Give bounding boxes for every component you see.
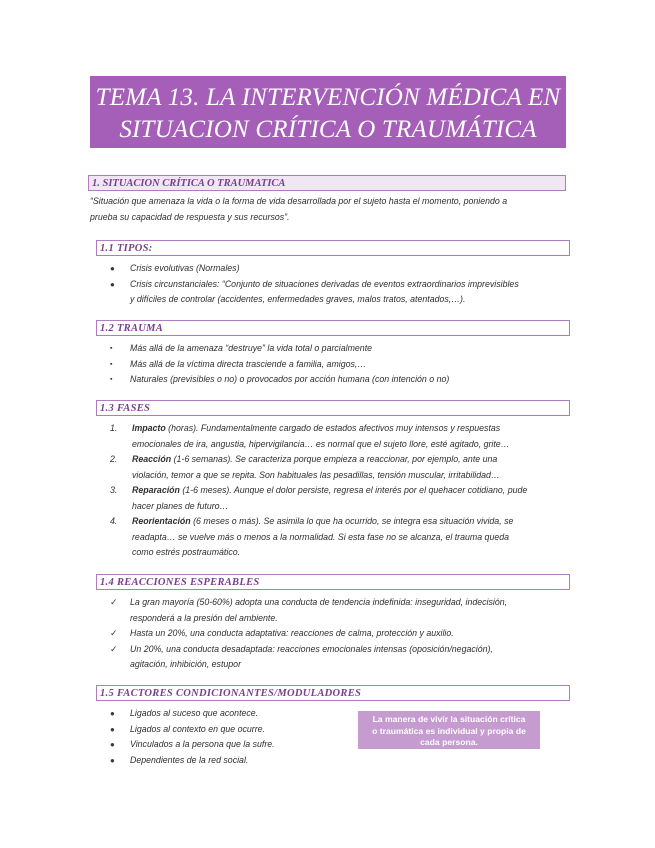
list-number: 1. bbox=[110, 423, 118, 433]
list-item-text: Crisis evolutivas (Normales) bbox=[130, 263, 240, 273]
list-item bbox=[108, 277, 568, 308]
list-item-text: Más allá de la amenaza “destruye” la vida total o parcialmente bbox=[130, 343, 373, 353]
subsection-factores-heading: 1.5 FACTORES CONDICIONANTES/MODULADORES bbox=[96, 685, 570, 701]
list-item-text: responderá a la presión del ambiente. bbox=[130, 612, 278, 623]
highlight-note-box bbox=[358, 711, 540, 749]
trauma-list bbox=[108, 341, 568, 388]
list-item-text: Un 20%, una conducta desadaptada: reacciones emocionales intensas (oposición/negación), bbox=[130, 643, 493, 654]
bullet-icon: ● bbox=[110, 755, 115, 765]
list-item-text: Dependientes de la red social. bbox=[130, 754, 249, 765]
list-item bbox=[108, 722, 358, 738]
fases-list bbox=[110, 421, 570, 561]
page-title-line-2: SITUACION CRÍTICA O TRAUMÁTICA bbox=[119, 116, 537, 143]
list-item-text: agitación, inhibición, estupor bbox=[130, 659, 242, 669]
note-line: cada persona. bbox=[420, 737, 478, 747]
list-item-text: emocionales de ira, angustia, hipervigilancia… es normal que el sujeto llore, esté agitado, grite… bbox=[132, 438, 510, 449]
list-number: 3. bbox=[110, 485, 118, 495]
list-item-text: Naturales (previsibles o no) o provocados por acción humana (con intención o no) bbox=[130, 374, 450, 384]
list-item bbox=[108, 261, 568, 277]
list-item-text: Crisis circunstanciales: “Conjunto de situaciones derivadas de eventos extraordinarios imprevisibles bbox=[130, 278, 519, 289]
bullet-icon: ● bbox=[110, 740, 115, 749]
list-item-text: Ligados al contexto en que ocurre. bbox=[130, 723, 265, 734]
list-item-text: hacer planes de futuro… bbox=[132, 500, 229, 511]
list-item bbox=[108, 753, 358, 769]
list-item-text: (6 meses o más). Se asimila lo que ha ocurrido, se integra esa situación vivida, se bbox=[190, 516, 514, 526]
phase-term: Reorientación bbox=[132, 516, 191, 526]
checkmark-icon: ✓ bbox=[110, 643, 118, 654]
list-item bbox=[108, 706, 358, 722]
list-item bbox=[110, 421, 570, 452]
list-item bbox=[110, 514, 570, 561]
list-item-text: como estrés postraumático. bbox=[132, 547, 241, 557]
list-item-text: violación, temor a que se repita. Son habituales las pesadillas, tensión muscular, irritabilidad… bbox=[132, 469, 500, 480]
definition-line: “Situación que amenaza la vida o la forma de vida desarrollada por el sujeto hasta el momento, poniendo a bbox=[90, 196, 508, 206]
note-line: La manera de vivir la situación crítica bbox=[372, 714, 526, 724]
reacciones-list bbox=[108, 595, 568, 673]
list-item-text: La gran mayoría (50-60%) adopta una conducta de tendencia indefinida: inseguridad, indecisión, bbox=[130, 597, 508, 607]
phase-term: Impacto bbox=[132, 423, 166, 433]
note-line: o traumática es individual y propia de bbox=[372, 725, 526, 736]
checkmark-icon: ✓ bbox=[110, 597, 118, 607]
section-1-heading: 1. SITUACION CRÍTICA O TRAUMATICA bbox=[88, 175, 566, 191]
list-item bbox=[108, 642, 568, 673]
list-number: 4. bbox=[110, 516, 118, 526]
list-item-text: y difíciles de controlar (accidentes, enfermedades graves, malos tratos, atentados,…). bbox=[130, 294, 466, 304]
phase-term: Reparación bbox=[132, 485, 180, 495]
page-title bbox=[90, 76, 566, 148]
list-item bbox=[108, 341, 568, 357]
bullet-icon: ● bbox=[110, 709, 115, 718]
list-item bbox=[108, 595, 568, 626]
square-bullet-icon: ▪ bbox=[110, 345, 113, 352]
square-bullet-icon: ▪ bbox=[110, 360, 113, 368]
list-item-text: Vinculados a la persona que la sufre. bbox=[130, 739, 275, 749]
page-title-line-1: TEMA 13. LA INTERVENCIÓN MÉDICA EN bbox=[95, 84, 561, 111]
list-item bbox=[108, 372, 568, 388]
list-number: 2. bbox=[110, 454, 118, 464]
list-item bbox=[108, 626, 568, 642]
list-item-text: Hasta un 20%, una conducta adaptativa: reacciones de calma, protección y auxilio. bbox=[130, 628, 454, 638]
list-item bbox=[108, 357, 568, 373]
factores-list bbox=[108, 706, 358, 768]
list-item bbox=[108, 737, 358, 753]
section-1-definition bbox=[90, 194, 507, 225]
list-item-text: (1-6 semanas). Se caracteriza porque empieza a reaccionar, por ejemplo, ante una bbox=[171, 454, 498, 464]
list-item-text: Más allá de la víctima directa trasciende a familia, amigos,… bbox=[130, 358, 367, 369]
list-item-text: readapta… se vuelve más o menos a la normalidad. Si esta fase no se alcanza, el trauma queda bbox=[132, 531, 510, 542]
list-item-text: Ligados al suceso que acontece. bbox=[130, 708, 259, 718]
bullet-icon: ● bbox=[110, 264, 115, 273]
definition-line: prueba su capacidad de respuesta y sus recursos”. bbox=[90, 211, 290, 222]
tipos-list bbox=[108, 261, 568, 308]
square-bullet-icon: ▪ bbox=[110, 376, 113, 383]
list-item-text: (1-6 meses). Aunque el dolor persiste, regresa el interés por el quehacer cotidiano, pude bbox=[179, 485, 528, 495]
phase-term: Reacción bbox=[132, 454, 172, 464]
bullet-icon: ● bbox=[110, 279, 115, 289]
bullet-icon: ● bbox=[110, 724, 115, 734]
subsection-reacciones-heading: 1.4 REACCIONES ESPERABLES bbox=[96, 574, 570, 590]
list-item-text: (horas). Fundamentalmente cargado de estados afectivos muy intensos y respuestas bbox=[165, 423, 501, 433]
subsection-fases-heading: 1.3 FASES bbox=[96, 400, 570, 416]
list-item bbox=[110, 483, 570, 514]
checkmark-icon: ✓ bbox=[110, 628, 118, 638]
subsection-tipos-heading: 1.1 TIPOS: bbox=[96, 240, 570, 256]
subsection-trauma-heading: 1.2 TRAUMA bbox=[96, 320, 570, 336]
list-item bbox=[110, 452, 570, 483]
